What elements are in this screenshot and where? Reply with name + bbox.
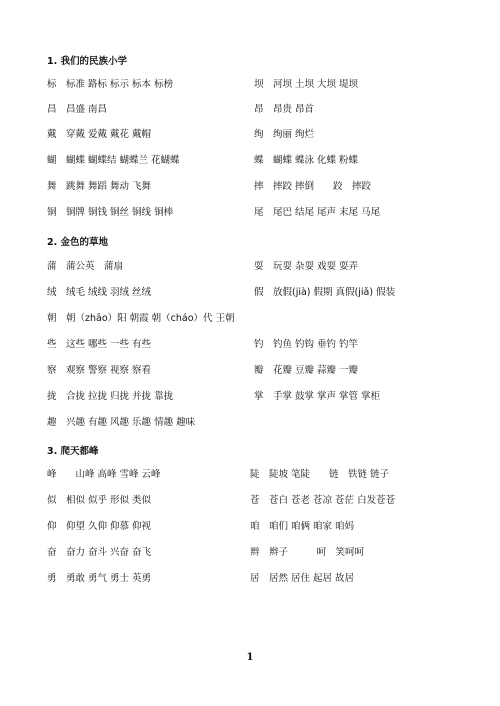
vocab-left: 铜 铜牌 铜钱 铜丝 铜线 铜棒 [47,207,174,218]
vocab-left: 似 相似 似乎 形似 类似 [47,495,152,506]
vocab-row [0,468,500,484]
vocab-right: 耍 玩耍 杂耍 戏耍 耍弄 [254,261,359,272]
vocab-row [0,286,500,302]
vocab-row [0,416,500,432]
vocab-row [0,364,500,380]
vocab-right: 绚 绚丽 绚烂 [254,129,315,140]
page-number: 1 [246,652,254,663]
vocab-right: 掌 手掌 鼓掌 掌声 掌管 掌柜 [254,391,381,402]
vocab-left: 戴 穿戴 爱戴 戴花 戴帽 [47,129,152,140]
vocab-row [0,128,500,144]
vocab-left: 蝴 蝴蝶 蝴蝶结 蝴蝶兰 花蝴蝶 [47,155,180,166]
vocab-right: 陡 陡坡 笔陡 链 铁链 链子 [250,469,390,480]
section-heading: 2. 金色的草地 [47,237,109,248]
vocab-left: 奋 奋力 奋斗 兴奋 奋飞 [47,547,152,558]
vocab-left: 仰 仰望 久仰 仰慕 仰视 [47,521,152,532]
vocab-left: 察 观察 警察 视察 察看 [47,365,152,376]
vocab-right: 居 居然 居住 起居 故居 [250,573,355,584]
vocab-left: 蒲 蒲公英 蒲扇 [47,261,124,272]
vocab-right: 坝 河坝 土坝 大坝 堤坝 [254,79,359,90]
vocab-right: 假 放假(jià) 假期 真假(jiǎ) 假装 [254,287,396,298]
vocab-right: 辫 辫子 呵 笑呵呵 [250,547,365,558]
vocab-row [0,546,500,562]
vocab-row [0,78,500,94]
vocab-row [0,180,500,196]
vocab-row [0,103,500,119]
vocab-left: 昌 昌盛 南昌 [47,104,108,115]
vocab-right: 瓣 花瓣 豆瓣 蒜瓣 一瓣 [254,365,359,376]
vocab-right: 苍 苍白 苍老 苍凉 苍茫 白发苍苍 [250,495,396,506]
vocab-left: 勇 勇敢 勇气 勇士 英勇 [47,573,152,584]
vocab-right: 咱 咱们 咱俩 咱家 咱妈 [250,521,355,532]
vocab-left: 绒 绒毛 绒线 羽绒 丝绒 [47,287,152,298]
vocab-left: 标 标准 路标 标示 标本 标榜 [47,79,174,90]
vocab-right: 尾 尾巴 结尾 尾声 末尾 马尾 [254,207,381,218]
vocab-row [0,338,500,354]
vocab-row [0,312,500,328]
vocab-row [0,572,500,588]
vocab-right: 钓 钓鱼 钓钩 垂钓 钓竿 [254,339,359,350]
section-heading: 3. 爬天都峰 [47,446,99,457]
vocab-row [0,260,500,276]
vocab-left: 舞 跳舞 舞蹈 舞动 飞舞 [47,181,152,192]
vocab-row [0,206,500,222]
vocab-right: 蝶 蝴蝶 蝶泳 化蝶 粉蝶 [254,155,359,166]
vocab-right: 昂 昂贵 昂首 [254,104,315,115]
vocab-row [0,494,500,510]
vocab-row [0,520,500,536]
vocab-left: 峰 山峰 高峰 雪峰 云峰 [47,469,161,480]
vocab-left: 拢 合拢 拉拢 归拢 并拢 靠拢 [47,391,174,402]
vocab-left: 些 这些 哪些 一些 有些 [47,339,152,350]
section-heading: 1. 我们的民族小学 [47,56,128,67]
vocab-left: 朝 朝（zhāo）阳 朝霞 朝（cháo）代 王朝 [47,313,235,324]
vocab-row [0,390,500,406]
vocab-row [0,154,500,170]
vocab-right: 摔 摔跤 摔倒 跤 摔跤 [254,181,372,192]
vocab-left: 趣 兴趣 有趣 风趣 乐趣 情趣 趣味 [47,417,196,428]
